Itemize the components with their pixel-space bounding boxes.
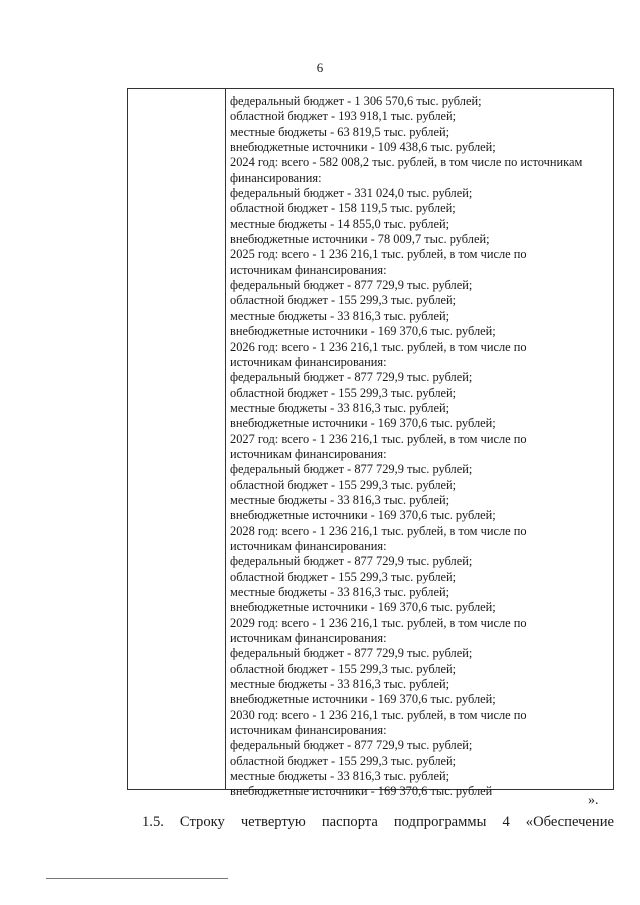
footer-rule [46, 878, 228, 879]
financing-line: внебюджетные источники - 109 438,6 тыс. рублей; [230, 140, 496, 155]
financing-line: областной бюджет - 155 299,3 тыс. рублей; [230, 753, 457, 768]
financing-line: областной бюджет - 193 918,1 тыс. рублей; [230, 109, 457, 124]
financing-line: источникам финансирования: [230, 538, 387, 553]
financing-line: источникам финансирования: [230, 262, 387, 277]
financing-line: областной бюджет - 155 299,3 тыс. рублей; [230, 569, 457, 584]
financing-line: 2025 год: всего - 1 236 216,1 тыс. рублей, в том числе по [230, 247, 527, 262]
financing-line: источникам финансирования: [230, 723, 387, 738]
financing-line: местные бюджеты - 33 816,3 тыс. рублей; [230, 400, 450, 415]
financing-line: 2027 год: всего - 1 236 216,1 тыс. рублей, в том числе по [230, 431, 527, 446]
financing-line: федеральный бюджет - 877 729,9 тыс. рублей; [230, 738, 473, 753]
financing-text-cell [230, 94, 609, 800]
financing-line: местные бюджеты - 14 855,0 тыс. рублей; [230, 216, 450, 231]
financing-line: внебюджетные источники - 169 370,6 тыс. рублей; [230, 508, 496, 523]
financing-line: областной бюджет - 155 299,3 тыс. рублей; [230, 293, 457, 308]
table-left-cell [128, 89, 226, 789]
financing-line: внебюджетные источники - 78 009,7 тыс. рублей; [230, 232, 490, 247]
financing-line: внебюджетные источники - 169 370,6 тыс. рублей [230, 784, 493, 799]
financing-line: федеральный бюджет - 877 729,9 тыс. рублей; [230, 370, 473, 385]
financing-line: внебюджетные источники - 169 370,6 тыс. рублей; [230, 416, 496, 431]
financing-line: финансирования: [230, 170, 322, 185]
financing-line: 2029 год: всего - 1 236 216,1 тыс. рублей, в том числе по [230, 615, 527, 630]
financing-line: местные бюджеты - 33 816,3 тыс. рублей; [230, 585, 450, 599]
paragraph-item-1-5: 1.5. Строку четвертую паспорта подпрограммы 4 «Обеспечение [142, 814, 614, 830]
closing-quote: ». [588, 793, 599, 808]
financing-line: источникам финансирования: [230, 354, 387, 369]
financing-line: источникам финансирования: [230, 631, 387, 646]
financing-line: внебюджетные источники - 169 370,6 тыс. рублей; [230, 600, 496, 615]
financing-line: областной бюджет - 155 299,3 тыс. рублей; [230, 477, 457, 492]
financing-table [127, 88, 614, 799]
financing-line: областной бюджет - 158 119,5 тыс. рублей; [230, 201, 456, 216]
financing-line: 2024 год: всего - 582 008,2 тыс. рублей, в том числе по источникам [230, 155, 583, 170]
financing-line: местные бюджеты - 63 819,5 тыс. рублей; [230, 124, 450, 139]
financing-line: местные бюджеты - 33 816,3 тыс. рублей; [230, 769, 450, 784]
financing-line: федеральный бюджет - 877 729,9 тыс. рублей; [230, 462, 473, 477]
financing-line: 2030 год: всего - 1 236 216,1 тыс. рублей, в том числе по [230, 707, 527, 722]
financing-line: 2028 год: всего - 1 236 216,1 тыс. рублей, в том числе по [230, 523, 527, 538]
financing-line: 2026 год: всего - 1 236 216,1 тыс. рублей, в том числе по [230, 339, 527, 354]
financing-line: местные бюджеты - 33 816,3 тыс. рублей; [230, 308, 450, 323]
financing-line: федеральный бюджет - 331 024,0 тыс. рублей; [230, 186, 473, 201]
financing-line: федеральный бюджет - 877 729,9 тыс. рублей; [230, 646, 473, 661]
financing-line: местные бюджеты - 33 816,3 тыс. рублей; [230, 492, 450, 507]
financing-line: областной бюджет - 155 299,3 тыс. рублей; [230, 385, 457, 400]
financing-line: источникам финансирования: [230, 446, 387, 461]
financing-line: федеральный бюджет - 877 729,9 тыс. рублей; [230, 554, 473, 569]
financing-line: федеральный бюджет - 877 729,9 тыс. рублей; [230, 278, 473, 293]
financing-line: внебюджетные источники - 169 370,6 тыс. рублей; [230, 324, 496, 339]
financing-line: местные бюджеты - 33 816,3 тыс. рублей; [230, 677, 450, 692]
financing-line: областной бюджет - 155 299,3 тыс. рублей; [230, 661, 457, 676]
financing-line: федеральный бюджет - 1 306 570,6 тыс. рублей; [230, 94, 482, 108]
financing-line: внебюджетные источники - 169 370,6 тыс. рублей; [230, 692, 496, 707]
page-number: 6 [316, 60, 324, 75]
